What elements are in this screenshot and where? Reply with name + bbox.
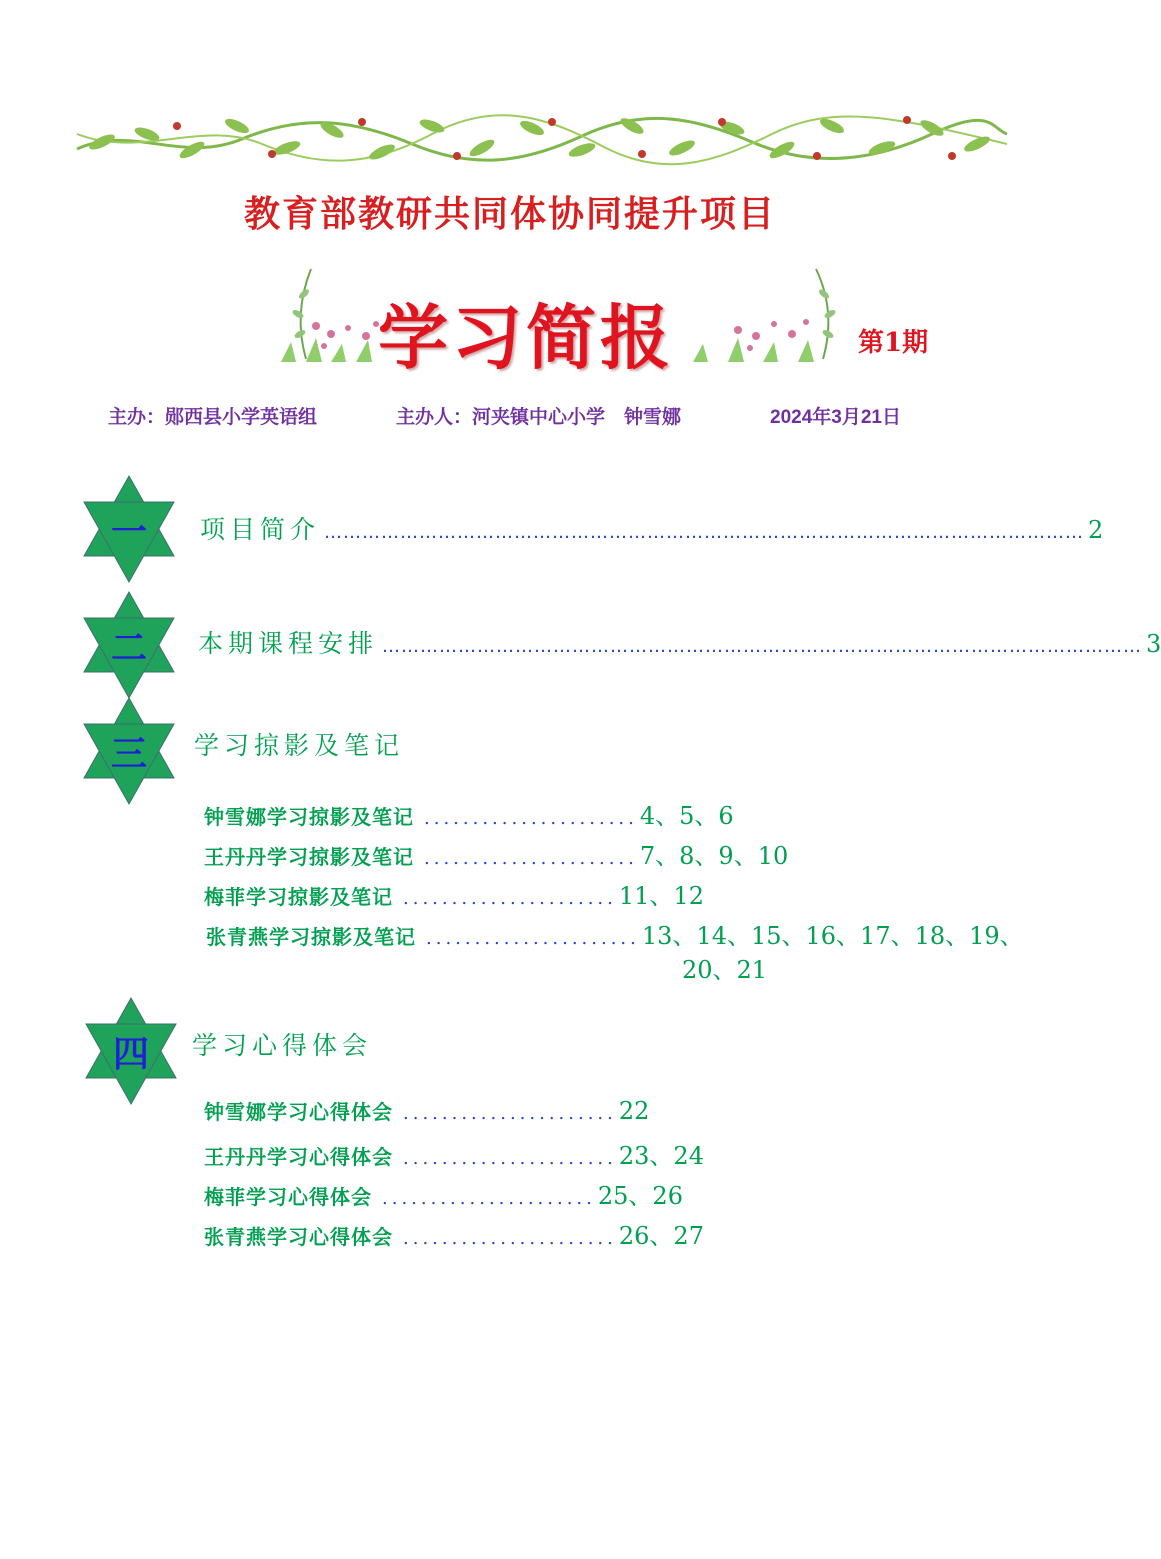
organizer: 主办：郧西县小学英语组 [108, 407, 318, 428]
section-title: 学习心得体会 [192, 1031, 373, 1060]
subentry-label: 梅菲学习心得体会 [204, 1185, 372, 1209]
toc-subentry[interactable] [204, 1136, 704, 1171]
leader-dots: ...................... [403, 1148, 617, 1169]
subentry-pages: 22 [618, 1097, 650, 1125]
issue-number: 第1期 [858, 328, 929, 358]
section-title: 本期课程安排 [198, 629, 379, 658]
toc-entry-1[interactable] [200, 510, 1104, 546]
subentry-label: 张青燕学习掠影及笔记 [206, 925, 416, 949]
subentry-pages: 13、14、15、16、17、18、19、 [641, 922, 1024, 950]
section-number: 四 [112, 1032, 149, 1075]
flower-decoration-right [688, 264, 848, 364]
section-star-2 [74, 590, 184, 700]
toc-subentry[interactable] [204, 1096, 649, 1125]
subentry-pages-continued: 20、21 [682, 956, 768, 984]
section-number: 三 [110, 732, 147, 775]
section-star-4 [76, 996, 186, 1106]
subentry-pages: 23、24 [618, 1142, 704, 1170]
toc-subentry[interactable] [204, 1176, 683, 1211]
subentry-label: 张青燕学习心得体会 [204, 1225, 393, 1249]
leader-dots: ………………………………………………………………………………………………………… [324, 522, 1085, 543]
leader-dots: ...................... [424, 848, 638, 869]
section-number: 二 [110, 626, 147, 669]
section-title: 学习掠影及笔记 [194, 731, 405, 760]
host: 主办人：河夹镇中心小学 钟雪娜 [396, 407, 682, 428]
page-number: 2 [1088, 516, 1104, 544]
section-star-1 [74, 474, 184, 584]
subentry-pages: 11、12 [618, 882, 704, 910]
subentry-pages: 26、27 [618, 1222, 704, 1250]
subentry-label: 钟雪娜学习掠影及笔记 [204, 805, 414, 829]
subentry-label: 王丹丹学习掠影及笔记 [204, 845, 414, 869]
leader-dots: ………………………………………………………………………………………………………… [382, 636, 1143, 657]
subentry-pages: 4、5、6 [639, 802, 734, 830]
subentry-label: 梅菲学习掠影及笔记 [204, 885, 393, 909]
page-number: 3 [1146, 630, 1161, 658]
leader-dots: ...................... [403, 888, 617, 909]
leader-dots: ...................... [382, 1188, 596, 1209]
leader-dots: ...................... [403, 1228, 617, 1249]
section-title: 项目简介 [200, 515, 321, 544]
leader-dots: ...................... [424, 808, 638, 829]
project-title: 教育部教研共同体协同提升项目 [243, 193, 776, 235]
toc-subentry[interactable] [204, 876, 704, 911]
vine-border-decoration [72, 104, 1012, 170]
toc-subentry[interactable] [204, 796, 734, 831]
subentry-label: 王丹丹学习心得体会 [204, 1145, 393, 1169]
leader-dots: ...................... [426, 928, 640, 949]
toc-subentry[interactable] [204, 836, 788, 871]
section-star-3 [74, 696, 184, 806]
subentry-label: 钟雪娜学习心得体会 [204, 1100, 393, 1124]
subentry-pages: 7、8、9、10 [639, 842, 789, 870]
toc-subentry[interactable] [204, 1216, 704, 1251]
issue-date: 2024年3月21日 [770, 407, 901, 428]
subentry-pages: 25、26 [597, 1182, 683, 1210]
toc-entry-2[interactable] [198, 624, 1161, 660]
leader-dots: ...................... [403, 1103, 617, 1124]
newsletter-title: 学习简报 [378, 296, 674, 379]
section-number: 一 [110, 510, 147, 553]
toc-subentry[interactable] [206, 916, 1024, 951]
